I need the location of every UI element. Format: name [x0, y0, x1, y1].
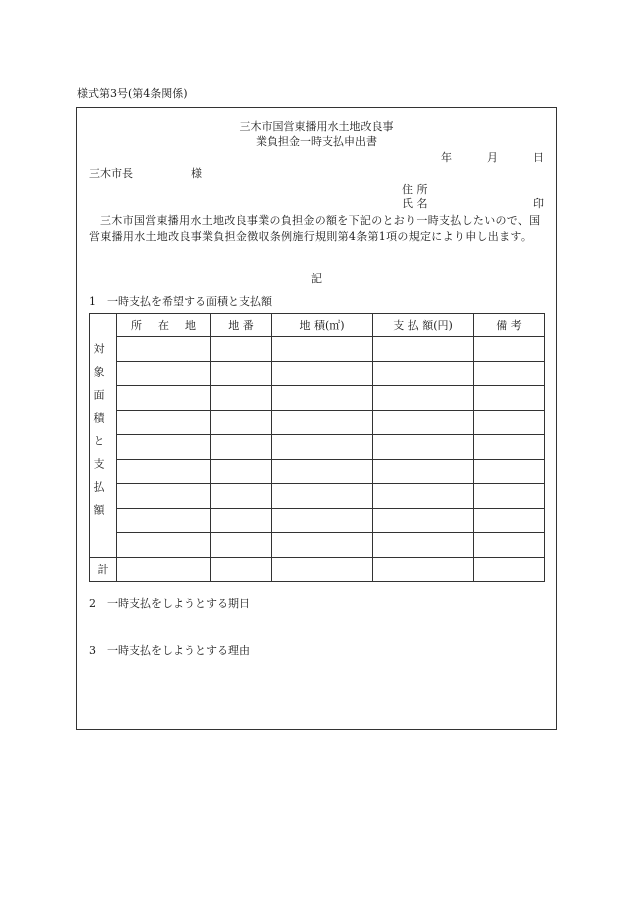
table-row: [90, 484, 545, 509]
table-row: [90, 337, 545, 362]
side-label: 対象面積と支払額: [92, 343, 105, 528]
table-cell[interactable]: [373, 410, 474, 435]
table-cell[interactable]: [117, 484, 211, 509]
table-cell[interactable]: [117, 533, 211, 558]
table-cell[interactable]: [117, 386, 211, 411]
header-location-label: 所 在 地: [131, 319, 196, 332]
table-cell[interactable]: [272, 386, 373, 411]
table-cell[interactable]: [474, 410, 545, 435]
table-cell[interactable]: [211, 386, 272, 411]
applicant-name-label: 氏 名: [402, 197, 428, 210]
total-label: 計: [90, 557, 117, 582]
header-area: 地 積(㎡): [272, 314, 373, 337]
total-cell[interactable]: [373, 557, 474, 582]
table-cell[interactable]: [474, 361, 545, 386]
table-cell[interactable]: [474, 435, 545, 460]
table-row: [90, 508, 545, 533]
table-cell[interactable]: [474, 337, 545, 362]
total-row: [90, 557, 545, 582]
total-cell[interactable]: [272, 557, 373, 582]
total-cell[interactable]: [211, 557, 272, 582]
table-cell[interactable]: [474, 386, 545, 411]
header-lot-number: 地 番: [211, 314, 272, 337]
table-cell[interactable]: [474, 533, 545, 558]
side-label-cell: [90, 314, 117, 558]
table-cell[interactable]: [272, 459, 373, 484]
item-1-heading: 1 一時支払を希望する面積と支払額: [89, 295, 272, 308]
table-cell[interactable]: [211, 337, 272, 362]
ki-heading: 記: [311, 272, 322, 285]
addressee-line: [89, 165, 202, 181]
table-cell[interactable]: [373, 386, 474, 411]
table-cell[interactable]: [373, 361, 474, 386]
date-day-label: 日: [533, 151, 544, 164]
table-cell[interactable]: [474, 459, 545, 484]
table-cell[interactable]: [117, 508, 211, 533]
table-cell[interactable]: [373, 435, 474, 460]
applicant-address-label: 住 所: [402, 183, 428, 196]
table-row: [90, 459, 545, 484]
addressee-name: 三木市長: [89, 167, 133, 180]
table-cell[interactable]: [272, 484, 373, 509]
table-cell[interactable]: [211, 533, 272, 558]
table-row: [90, 386, 545, 411]
total-cell[interactable]: [474, 557, 545, 582]
application-form-frame: [76, 107, 557, 730]
table-cell[interactable]: [373, 484, 474, 509]
table-row: [90, 410, 545, 435]
header-location: [117, 314, 211, 337]
table-row: [90, 361, 545, 386]
table-cell[interactable]: [117, 361, 211, 386]
form-title-line-2: 業負担金一時支払申出書: [256, 135, 377, 148]
table-cell[interactable]: [211, 410, 272, 435]
table-cell[interactable]: [373, 533, 474, 558]
table-cell[interactable]: [117, 337, 211, 362]
total-cell[interactable]: [117, 557, 211, 582]
seal-mark: 印: [533, 197, 544, 210]
table-row: [90, 435, 545, 460]
date-month-label: 月: [487, 151, 498, 164]
table-cell[interactable]: [272, 410, 373, 435]
table-cell[interactable]: [117, 459, 211, 484]
item-3-heading: 3 一時支払をしようとする理由: [89, 644, 250, 657]
addressee-honorific: 様: [191, 167, 202, 180]
table-header-row: [90, 314, 545, 337]
table-cell[interactable]: [373, 337, 474, 362]
table-cell[interactable]: [117, 410, 211, 435]
table-cell[interactable]: [272, 508, 373, 533]
date-year-label: 年: [441, 151, 452, 164]
table-cell[interactable]: [373, 459, 474, 484]
table-cell[interactable]: [474, 484, 545, 509]
table-row: [90, 533, 545, 558]
header-payment: 支 払 額(円): [373, 314, 474, 337]
header-remarks: 備 考: [474, 314, 545, 337]
form-title-line-1: 三木市国営東播用水土地改良事: [239, 120, 394, 133]
request-body-text: 三木市国営東播用水土地改良事業の負担金の額を下記のとおり一時支払したいので、国営東播用水土地改良事業負担金徴収条例施行規則第4条第1項の規定により申し出ます。: [89, 214, 541, 243]
table-cell[interactable]: [211, 361, 272, 386]
table-cell[interactable]: [211, 508, 272, 533]
table-cell[interactable]: [272, 337, 373, 362]
item-2-heading: 2 一時支払をしようとする期日: [89, 597, 250, 610]
table-cell[interactable]: [117, 435, 211, 460]
area-payment-table: [89, 313, 545, 582]
table-cell[interactable]: [211, 459, 272, 484]
table-cell[interactable]: [272, 533, 373, 558]
date-line: [441, 149, 544, 165]
form-number-label: 様式第3号(第4条関係): [77, 87, 188, 100]
table-cell[interactable]: [211, 435, 272, 460]
table-cell[interactable]: [272, 435, 373, 460]
table-cell[interactable]: [272, 361, 373, 386]
table-cell[interactable]: [474, 508, 545, 533]
table-cell[interactable]: [211, 484, 272, 509]
table-cell[interactable]: [373, 508, 474, 533]
